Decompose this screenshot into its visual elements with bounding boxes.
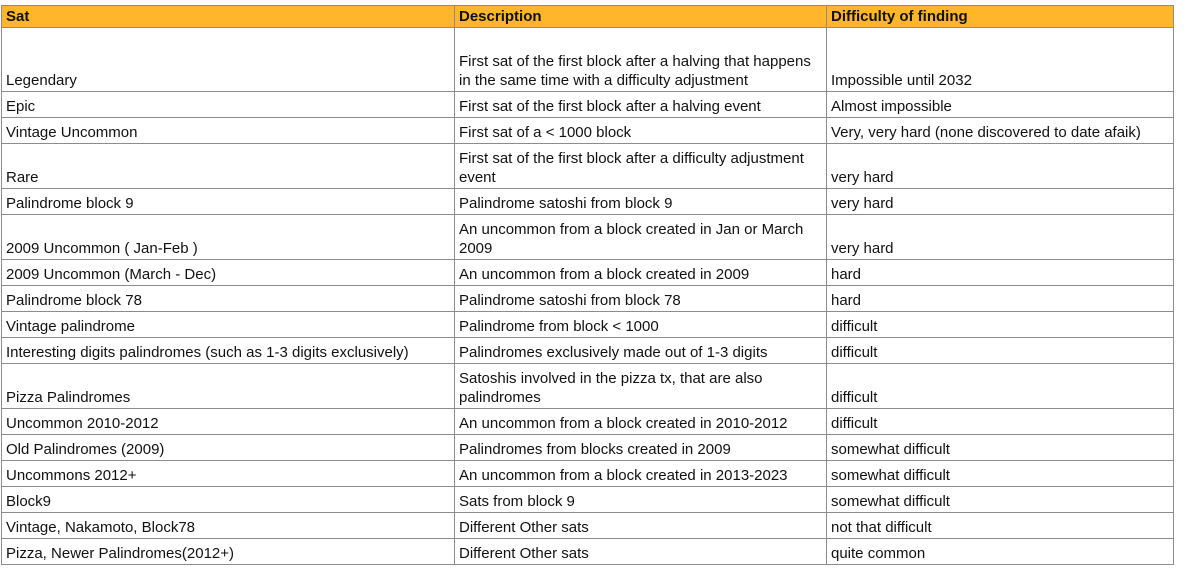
cell-sat[interactable]: Interesting digits palindromes (such as 1-3 digits exclusively): [2, 338, 455, 364]
table-row: [2, 364, 1174, 409]
cell-description[interactable]: An uncommon from a block created in 2009: [455, 260, 827, 286]
table-row: [2, 215, 1174, 260]
table-row: [2, 409, 1174, 435]
table-row: [2, 118, 1174, 144]
table-row: [2, 338, 1174, 364]
cell-sat[interactable]: Uncommons 2012+: [2, 461, 455, 487]
header-sat[interactable]: Sat: [2, 6, 455, 28]
cell-difficulty[interactable]: Very, very hard (none discovered to date afaik): [827, 118, 1174, 144]
cell-difficulty[interactable]: somewhat difficult: [827, 435, 1174, 461]
cell-sat[interactable]: Pizza Palindromes: [2, 364, 455, 409]
header-description[interactable]: Description: [455, 6, 827, 28]
cell-sat[interactable]: Vintage Uncommon: [2, 118, 455, 144]
cell-sat[interactable]: Pizza, Newer Palindromes(2012+): [2, 539, 455, 565]
table-header: [2, 6, 1174, 28]
cell-sat[interactable]: Old Palindromes (2009): [2, 435, 455, 461]
table-row: [2, 260, 1174, 286]
cell-sat[interactable]: Vintage, Nakamoto, Block78: [2, 513, 455, 539]
cell-description[interactable]: Palindrome satoshi from block 78: [455, 286, 827, 312]
cell-difficulty[interactable]: Almost impossible: [827, 92, 1174, 118]
table-row: [2, 513, 1174, 539]
table-row: [2, 189, 1174, 215]
table-row: [2, 144, 1174, 189]
cell-description[interactable]: An uncommon from a block created in 2013-2023: [455, 461, 827, 487]
cell-description[interactable]: Palindrome from block < 1000: [455, 312, 827, 338]
table-row: [2, 312, 1174, 338]
cell-sat[interactable]: 2009 Uncommon ( Jan-Feb ): [2, 215, 455, 260]
cell-description[interactable]: Palindrome satoshi from block 9: [455, 189, 827, 215]
cell-difficulty[interactable]: not that difficult: [827, 513, 1174, 539]
cell-description[interactable]: Different Other sats: [455, 539, 827, 565]
cell-description[interactable]: First sat of a < 1000 block: [455, 118, 827, 144]
cell-description[interactable]: First sat of the first block after a halving that happens in the same time with a difficulty adjustment: [455, 28, 827, 92]
header-row: [2, 6, 1174, 28]
table-row: [2, 435, 1174, 461]
table-row: [2, 487, 1174, 513]
cell-sat[interactable]: Palindrome block 9: [2, 189, 455, 215]
cell-difficulty[interactable]: hard: [827, 286, 1174, 312]
table-body: [2, 28, 1174, 565]
cell-difficulty[interactable]: Impossible until 2032: [827, 28, 1174, 92]
table-row: [2, 539, 1174, 565]
table-row: [2, 286, 1174, 312]
cell-difficulty[interactable]: difficult: [827, 364, 1174, 409]
cell-sat[interactable]: Block9: [2, 487, 455, 513]
cell-description[interactable]: Palindromes exclusively made out of 1-3 digits: [455, 338, 827, 364]
cell-description[interactable]: First sat of the first block after a halving event: [455, 92, 827, 118]
sats-rarity-table: [1, 5, 1174, 565]
cell-difficulty[interactable]: difficult: [827, 312, 1174, 338]
cell-difficulty[interactable]: somewhat difficult: [827, 487, 1174, 513]
cell-difficulty[interactable]: very hard: [827, 215, 1174, 260]
cell-description[interactable]: First sat of the first block after a difficulty adjustment event: [455, 144, 827, 189]
cell-sat[interactable]: Legendary: [2, 28, 455, 92]
cell-difficulty[interactable]: hard: [827, 260, 1174, 286]
header-difficulty[interactable]: Difficulty of finding: [827, 6, 1174, 28]
cell-description[interactable]: An uncommon from a block created in Jan or March 2009: [455, 215, 827, 260]
cell-description[interactable]: An uncommon from a block created in 2010-2012: [455, 409, 827, 435]
table-row: [2, 28, 1174, 92]
cell-description[interactable]: Satoshis involved in the pizza tx, that are also palindromes: [455, 364, 827, 409]
cell-sat[interactable]: Uncommon 2010-2012: [2, 409, 455, 435]
cell-sat[interactable]: Rare: [2, 144, 455, 189]
cell-sat[interactable]: Vintage palindrome: [2, 312, 455, 338]
cell-difficulty[interactable]: somewhat difficult: [827, 461, 1174, 487]
cell-sat[interactable]: Epic: [2, 92, 455, 118]
cell-difficulty[interactable]: very hard: [827, 144, 1174, 189]
cell-sat[interactable]: 2009 Uncommon (March - Dec): [2, 260, 455, 286]
table-row: [2, 461, 1174, 487]
cell-description[interactable]: Different Other sats: [455, 513, 827, 539]
cell-difficulty[interactable]: very hard: [827, 189, 1174, 215]
cell-difficulty[interactable]: difficult: [827, 409, 1174, 435]
cell-difficulty[interactable]: difficult: [827, 338, 1174, 364]
cell-sat[interactable]: Palindrome block 78: [2, 286, 455, 312]
cell-description[interactable]: Palindromes from blocks created in 2009: [455, 435, 827, 461]
cell-difficulty[interactable]: quite common: [827, 539, 1174, 565]
cell-description[interactable]: Sats from block 9: [455, 487, 827, 513]
table-row: [2, 92, 1174, 118]
